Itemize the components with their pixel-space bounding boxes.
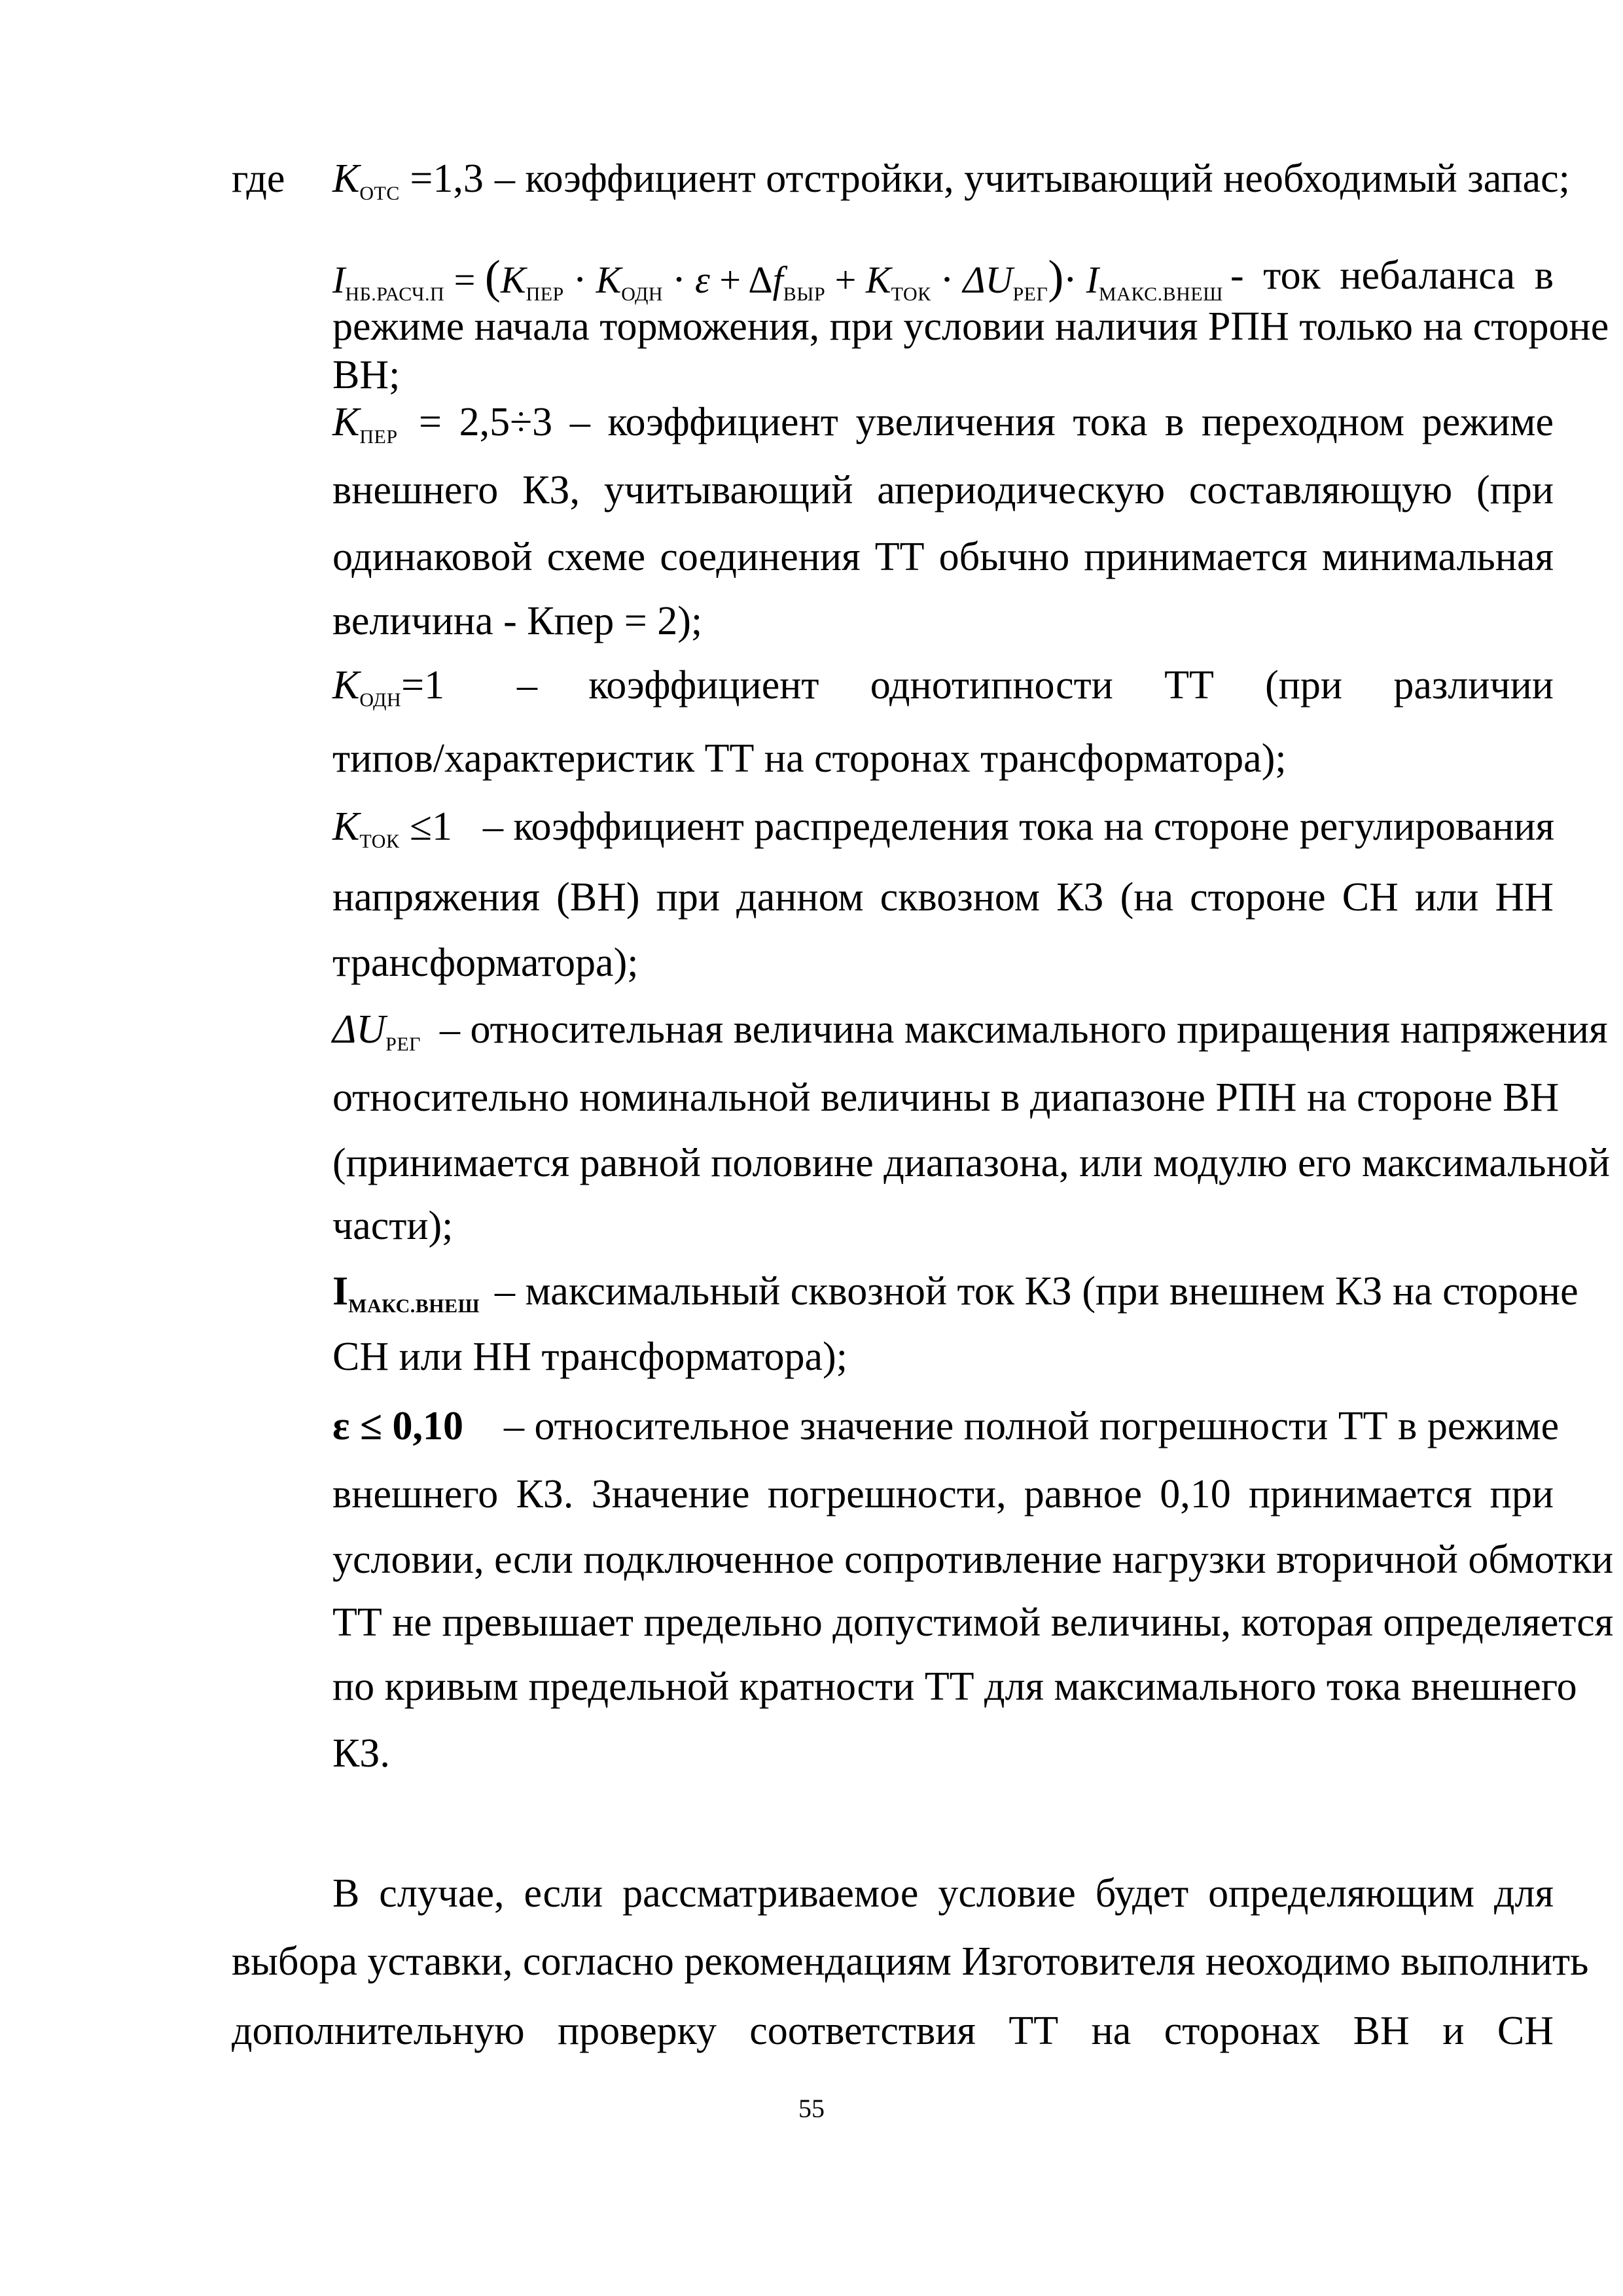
k-odn-value: =1 <box>401 663 445 708</box>
eps-line-2: внешнего КЗ. Значение погрешности, равное 0,10 принимается при <box>332 1472 1554 1516</box>
inb-plus: + <box>834 259 857 301</box>
imax-i: I <box>332 1269 349 1314</box>
k-ots-description: – коэффициент отстройки, учитывающий необходимый запас; <box>495 156 1570 201</box>
inb-lparen: ( <box>484 251 501 303</box>
k-ots-value: =1,3 <box>410 156 484 201</box>
k-ots-symbol: K <box>332 156 360 201</box>
paragraph-line-3: дополнительную проверку соответствия ТТ на сторонах ВН и СН <box>232 2009 1554 2053</box>
k-odn-subscript: ОДН <box>359 689 402 711</box>
k-per-subscript: ПЕР <box>359 426 398 448</box>
inb-du-subscript: РЕГ <box>1012 283 1048 305</box>
inb-k-odn-subscript: ОДН <box>621 283 664 305</box>
inb-formula <box>332 249 1223 306</box>
inb-imax-subscript: МАКС.ВНЕШ <box>1099 283 1223 305</box>
k-ots-subscript: ОТС <box>359 183 400 204</box>
page-number: 55 <box>798 2094 825 2123</box>
du-reg-du: ΔU <box>332 1007 386 1052</box>
du-reg-line-4: части); <box>332 1204 454 1248</box>
k-tok-subscript: ТОК <box>359 831 400 852</box>
inb-description-2: режиме начала торможения, при условии наличия РПН только на стороне <box>332 304 1609 349</box>
eps-line-5: по кривым предельной кратности ТТ для максимального тока внешнего <box>332 1664 1577 1709</box>
eps-line-4: ТТ не превышает предельно допустимой величины, которая определяется <box>332 1600 1614 1645</box>
inb-rparen: ) <box>1048 251 1064 303</box>
k-tok-k: K <box>332 804 360 849</box>
inb-f-symbol: f <box>772 259 783 301</box>
inb-imax-symbol: I <box>1086 259 1099 301</box>
du-reg-symbol <box>332 1005 421 1056</box>
inb-dot: ⋅ <box>672 259 686 301</box>
k-per-k: K <box>332 400 360 444</box>
imax-line-1: – максимальный сквозной ток КЗ (при внешнем КЗ на стороне <box>495 1269 1578 1314</box>
eps-line-3: условии, если подключенное сопротивление нагрузки вторичной обмотки <box>332 1537 1614 1582</box>
inb-du-symbol: ΔU <box>963 259 1013 301</box>
k-tok-line-2: напряжения (ВН) при данном сквозном КЗ (на стороне СН или НН <box>332 875 1554 920</box>
eps-line-1: – относительное значение полной погрешности ТТ в режиме <box>504 1404 1560 1448</box>
imax-line-2: СН или НН трансформатора); <box>332 1335 847 1379</box>
du-reg-subscript: РЕГ <box>385 1033 421 1055</box>
du-reg-line-3: (принимается равной половине диапазона, или модулю его максимальной <box>332 1141 1610 1185</box>
k-per-line-4: величина - Кпер = 2); <box>332 599 703 643</box>
k-per-line-3: одинаковой схеме соединения ТТ обычно принимается минимальная <box>332 535 1554 579</box>
inb-epsilon: ε <box>694 259 710 301</box>
inb-delta: Δ <box>748 259 773 301</box>
k-ots-formula <box>332 154 484 206</box>
inb-k-per-symbol: K <box>500 259 526 301</box>
inb-k-odn-symbol: K <box>596 259 622 301</box>
inb-subscript: НБ.РАСЧ.П <box>345 283 445 305</box>
k-odn-k: K <box>332 663 360 708</box>
du-reg-line-1: – относительная величина максимального приращения напряжения <box>440 1007 1608 1052</box>
inb-dot: ⋅ <box>940 259 954 301</box>
inb-k-tok-symbol: K <box>865 259 891 301</box>
inb-dot: ⋅ <box>573 259 587 301</box>
paragraph-line-2: выбора уставки, согласно рекомендациям Изготовителя неоходимо выполнить <box>232 1939 1589 1984</box>
where-label: где <box>232 156 285 201</box>
k-tok-line-3: трансформатора); <box>332 941 639 985</box>
imax-subscript: МАКС.ВНЕШ <box>348 1295 480 1317</box>
k-odn-formula <box>332 661 444 712</box>
paragraph-line-1: В случае, если рассматриваемое условие будет определяющим для <box>332 1871 1554 1916</box>
eps-line-6: КЗ. <box>332 1731 390 1776</box>
k-tok-formula <box>332 802 452 853</box>
inb-description-1: - ток небаланса в <box>1230 253 1554 298</box>
k-odn-line-1: – коэффициент однотипности ТТ (при различии <box>517 663 1554 708</box>
k-per-line-2: внешнего КЗ, учитывающий апериодическую составляющую (при <box>332 468 1554 512</box>
k-per-line-1: = 2,5÷3 – коэффициент увеличения тока в переходном режиме <box>419 400 1554 444</box>
k-per-symbol <box>332 398 398 449</box>
k-tok-value: ≤1 <box>409 804 452 849</box>
inb-k-per-subscript: ПЕР <box>526 283 564 305</box>
k-odn-line-2: типов/характеристик ТТ на сторонах трансформатора); <box>332 736 1287 781</box>
inb-i-symbol: I <box>332 259 346 301</box>
inb-equals: = <box>454 259 476 301</box>
k-tok-line-1: – коэффициент распределения тока на стороне регулирования <box>483 804 1554 849</box>
inb-plus: + <box>719 259 741 301</box>
inb-dot: ⋅ <box>1063 259 1077 301</box>
inb-description-3: ВН; <box>332 353 401 397</box>
du-reg-line-2: относительно номинальной величины в диапазоне РПН на стороне ВН <box>332 1075 1560 1120</box>
inb-k-tok-subscript: ТОК <box>891 283 931 305</box>
eps-symbol: ε ≤ 0,10 <box>332 1404 464 1448</box>
imax-symbol <box>332 1267 480 1318</box>
inb-f-subscript: ВЫР <box>783 283 826 305</box>
